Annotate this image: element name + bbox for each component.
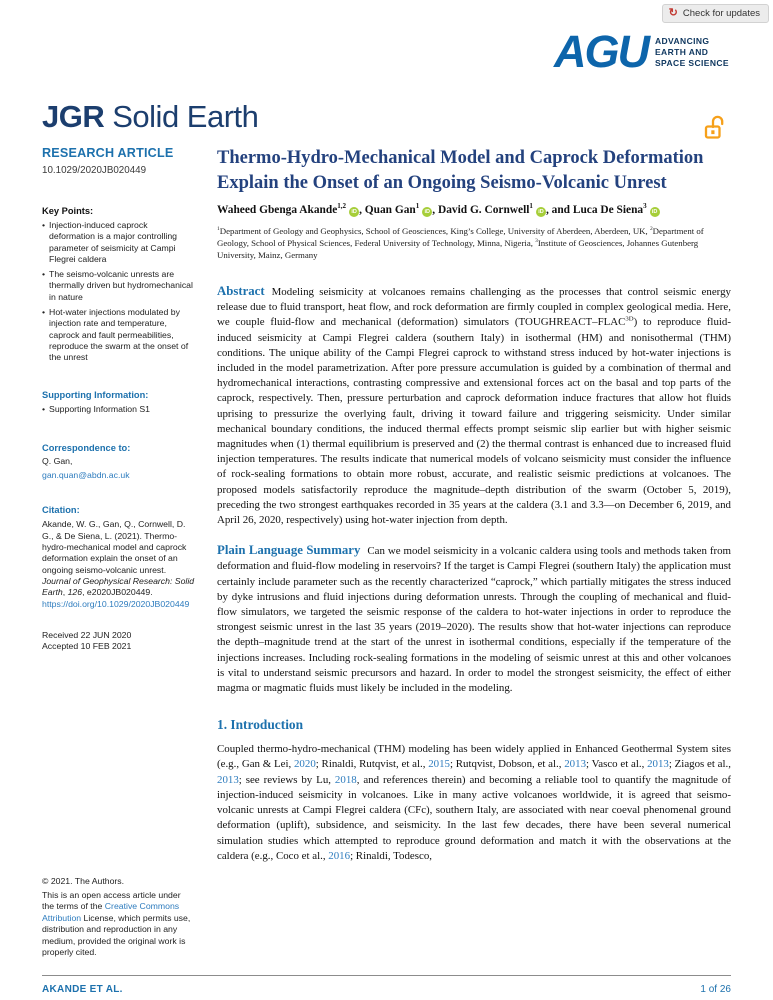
- key-points-list: [42, 220, 195, 364]
- agu-logo-text: AGU: [553, 26, 648, 77]
- text-segment: , e2020JB020449.: [82, 587, 153, 598]
- open-access-lock-icon: [702, 114, 728, 142]
- key-points-heading: Key Points:: [42, 206, 94, 216]
- open-padlock-icon: [702, 114, 728, 142]
- ref-lu-2018[interactable]: 2018: [334, 773, 357, 786]
- article-main-column: [217, 146, 731, 864]
- orcid-icon[interactable]: iD: [536, 207, 546, 217]
- crossref-icon: ↻: [668, 7, 678, 19]
- agu-tagline-line: ADVANCING: [654, 35, 710, 46]
- text-segment: ; Rutqvist, Dobson, et al.,: [449, 758, 565, 771]
- citation-doi-link[interactable]: https://doi.org/10.1029/2020JB020449: [42, 598, 190, 609]
- text-segment: ; Ziagos et al.,: [668, 758, 731, 771]
- list-item-text: Hot-water injections modulated by injection rate and temperature, caprock and fault permeabilities, reproduce the swarm at the onset of the unrest: [49, 307, 189, 363]
- text-segment: ; Rinaldi, Rutqvist, et al.,: [315, 758, 429, 771]
- agu-tagline-line: EARTH AND: [654, 46, 709, 57]
- text-segment: ,: [62, 587, 68, 598]
- introduction-paragraph: [217, 742, 731, 864]
- ref-coco-2016[interactable]: 2016: [328, 849, 351, 862]
- citation-heading: Citation:: [42, 505, 80, 516]
- ref-gan-lei-2020[interactable]: 2020: [293, 758, 316, 771]
- orcid-icon[interactable]: iD: [650, 207, 660, 217]
- journal-title-jgr: JGR: [42, 99, 105, 134]
- list-item: [42, 404, 195, 415]
- page-footer: [42, 975, 731, 995]
- ref-rutqvist-2013[interactable]: 2013: [564, 758, 587, 771]
- footer-running-head: AKANDE ET AL.: [42, 984, 123, 995]
- text-segment: ) to reproduce fluid-induced seismicity at Campi Flegrei caldera (southern Italy) in isothermal (HM) and nonisothermal (THM) conditions. The unique ability of the Campi Flegrei caprock to withstand stress induced by hot-water injections is included in the model parametrization. After pore pressure accumulation is guided by a combination of thermal and hydromechanical interactions, contrasting compressive and extensional forces act on the basal and top parts of the caprock, respectively. Then, pressure perturbation and caprock deformation induce fractures that allow hot fluids uprising to pressurize the overlying fault, driving it toward failure and triggering seismicity. Under similar mechanical boundary conditions, the induced thermal effects prompt seismic slip earlier but with higher seismic magnitudes when (1) thermal equilibrium is preserved and (2) the thermal contrast is enhanced due to increased fluid injection temperatures. The results indicate that numerical models of volcano seismicity must consider the influence of rock-sealing formations to obtain more robust, accurate, and realistic seismic predictions at volcanoes. The proposed models satisfactorily reproduce the magnitude–depth distribution of the swarm (October 5, 2019), preceding the two strongest earthquakes recorded in 35 years at the caldera (3.1 and 3.3—on December 6, 2019, and April 26, 2020, respectively) using hot-water injection from depth.: [217, 316, 731, 527]
- received-date: Received 22 JUN 2020: [42, 629, 132, 640]
- copyright-line: © 2021. The Authors.: [42, 876, 125, 886]
- text-segment: , Quan Gan: [359, 204, 416, 216]
- text-segment: Journal of Geophysical Research: Solid Earth: [42, 575, 195, 598]
- plain-language-summary-heading: Plain Language Summary: [217, 543, 361, 558]
- bullet: •: [42, 220, 46, 230]
- copyright-block: [42, 876, 195, 959]
- text-segment: Modeling seismicity at volcanoes remains challenging as the processes that control seismic energy release due to fluid transport, heat flow, and rock deformation are firmly coupled in complex geological media. Here, we couple fluid-flow and mechanical (deformation) simulators (TOUGHREACT–FLAC: [217, 286, 731, 329]
- ref-rinaldi-2015[interactable]: 2015: [428, 758, 450, 771]
- introduction-heading: 1. Introduction: [217, 717, 304, 733]
- journal-title-name: Solid Earth: [112, 99, 259, 134]
- license-text: [42, 890, 195, 959]
- text-segment: Coupled thermo-hydro-mechanical (THM) modeling has been widely applied in Enhanced Geothermal System sites (e.g., Gan & Lei,: [217, 743, 731, 771]
- orcid-icon[interactable]: iD: [349, 207, 359, 217]
- correspondence-heading: Correspondence to:: [42, 442, 131, 453]
- text-segment: 126: [67, 587, 83, 598]
- abstract-text: [217, 286, 731, 526]
- text-segment: ; Vasco et al.,: [586, 758, 648, 771]
- list-item-text: Injection-induced caprock deformation is a major controlling parameter of seismicity at Campi Flegrei caldera: [49, 220, 178, 264]
- list-item-text: Supporting Information S1: [49, 403, 150, 414]
- text-segment: 3D: [625, 315, 634, 323]
- text-segment: Waheed Gbenga Akande: [217, 204, 338, 216]
- orcid-icon[interactable]: iD: [422, 207, 432, 217]
- bullet: •: [42, 307, 46, 318]
- footer-page-number: 1 of 26: [700, 984, 731, 995]
- bullet: •: [42, 269, 46, 280]
- text-segment: Akande, W. G., Gan, Q., Cornwell, D. G., & De Siena, L. (2021). Thermo-hydro-mechanical model and caprock deformation explain the onset of an ongoing seismo-volcanic unrest.: [42, 519, 187, 575]
- text-segment: Department of Geology, School of Physical Sciences, Federal University of Technology, Minna, Nigeria,: [217, 226, 704, 248]
- check-for-updates-label: Check for updates: [682, 8, 760, 19]
- agu-tagline: [655, 36, 729, 69]
- list-item-text: The seismo-volcanic unrests are thermally driven but hydromechanical in nature: [49, 269, 193, 302]
- correspondence-name: Q. Gan,: [42, 455, 73, 466]
- text-segment: This is an open access article under the terms of the: [42, 889, 181, 911]
- text-segment: License, which permits use, distribution and reproduction in any medium, provided the original work is properly cited.: [42, 912, 191, 957]
- text-segment: Department of Geology and Geophysics, School of Geosciences, King’s College, University of Aberdeen, Aberdeen, UK,: [219, 226, 650, 236]
- text-segment: 1,2: [337, 202, 347, 211]
- list-item: [42, 307, 195, 363]
- check-for-updates-button[interactable]: [662, 4, 769, 23]
- research-article-label: RESEARCH ARTICLE: [42, 146, 174, 160]
- abstract-heading: Abstract: [217, 284, 265, 298]
- supporting-information-heading: Supporting Information:: [42, 389, 149, 400]
- agu-logo: [553, 26, 729, 77]
- article-sidebar: [42, 146, 195, 994]
- text-segment: ; Rinaldi, Todesco,: [350, 849, 432, 862]
- text-segment: , David G. Cornwell: [432, 204, 530, 216]
- text-segment: 2: [649, 226, 653, 233]
- article-title: Thermo-Hydro-Mechanical Model and Caprock Deformation Explain the Onset of an Ongoing Seismo-Volcanic Unrest: [217, 148, 704, 193]
- plain-language-summary-paragraph: [217, 543, 731, 696]
- text-segment: 3: [535, 238, 538, 245]
- dates-block: [42, 630, 195, 653]
- text-segment: , and Luca De Siena: [545, 204, 644, 216]
- agu-tagline-line: SPACE SCIENCE: [654, 57, 729, 68]
- abstract-paragraph: [217, 284, 731, 528]
- list-item: [42, 269, 195, 303]
- supporting-information-list: [42, 404, 195, 415]
- text-segment: 1: [415, 202, 420, 211]
- ref-ziagos-2013[interactable]: 2013: [217, 773, 239, 786]
- affiliations: [217, 225, 731, 261]
- plain-language-summary-text: Can we model seismicity in a volcanic caldera using tools and methods taken from deformation and fluid-flow modeling in reservoirs? If the target is Campi Flegrei (southern Italy) the application must certainly include parameter such as the recently characterized “caprock,” which partially mitigates the stress induced by dyke intrusions and fluid injections during deformation unrests. Through the coupling of mechanical and fluid-flow simulators, we targeted the seismic response of the caldera to hot-water injections in order to reproduce the strongest seismic unrest in the last 35 years (2019–2020). The results show that hot-water injections can reproduce the depth–magnitude trend at the start of the unrest in isothermal conditions, especially if the temperature of the injections increases. Including rock-sealing formations in the modeling of seismic unrest at this and other volcanoes is vital to understand seismic precursors and hazard. In order to model the strongest seismicity, the effect of either magma or magmatic fluids must likely be included in the modeling.: [217, 545, 732, 695]
- correspondence-email-link[interactable]: gan.quan@abdn.ac.uk: [42, 470, 130, 481]
- article-doi: 10.1029/2020JB020449: [42, 165, 147, 176]
- citation-text: [42, 519, 195, 609]
- ref-vasco-2013[interactable]: 2013: [647, 758, 669, 771]
- text-segment: ; see reviews by Lu,: [238, 773, 335, 786]
- text-segment: 3: [643, 202, 647, 211]
- cc-license-link[interactable]: Creative Commons Attribution: [42, 901, 180, 923]
- text-segment: 1: [217, 226, 220, 233]
- accepted-date: Accepted 10 FEB 2021: [42, 641, 132, 652]
- bullet: •: [42, 403, 46, 414]
- text-segment: 1: [529, 202, 533, 211]
- text-segment: , and references therein) and becoming a reliable tool to quantify the magnitude of injection-induced seismicity in volcanoes. Like in many active volcanoes worldwide, it is agreed that seismo-volcanic unrests at Campi Flegrei caldera (CFc), southern Italy, are associated with near coeval phenomenal ground deformation (uplift), subsidence, and seismicity. In the last few decades, there have been several numerical simulation studies which attempted to reproduce ground deformation and match it with the observations at the caldera (e.g., Coco et al.,: [217, 773, 731, 862]
- authors-line: [217, 204, 731, 217]
- journal-title: [42, 99, 258, 135]
- list-item: [42, 220, 195, 265]
- text-segment: Institute of Geosciences, Johannes Gutenberg University, Mainz, Germany: [217, 238, 699, 260]
